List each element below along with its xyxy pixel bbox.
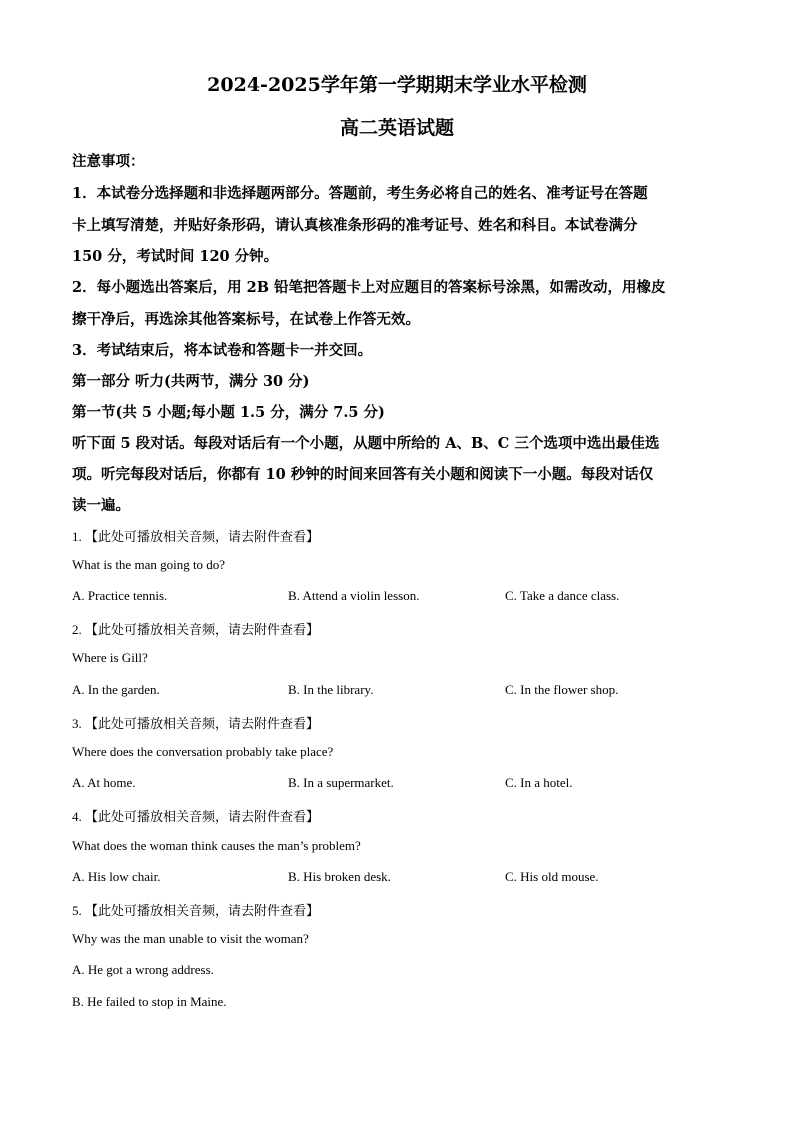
notice-line: 3．考试结束后，将本试卷和答题卡一并交回。 [72, 342, 373, 359]
exam-title: 2024-2025学年第一学期期末学业水平检测 [207, 74, 587, 96]
option-a: A. At home. [72, 775, 136, 790]
question-text: Where does the conversation probably take place? [72, 744, 334, 759]
instruction-line: 读一遍。 [72, 497, 130, 514]
option-c: C. In the flower shop. [505, 682, 619, 697]
exam-subtitle: 高二英语试题 [339, 117, 454, 139]
audio-placeholder[interactable]: 5. 【此处可播放相关音频，请去附件查看】 [72, 903, 320, 918]
notice-line: 擦干净后，再选涂其他答案标号，在试卷上作答无效。 [72, 311, 420, 328]
option-c: C. His old mouse. [505, 869, 599, 884]
notice-line: 1．本试卷分选择题和非选择题两部分。答题前，考生务必将自己的姓名、准考证号在答题 [72, 185, 648, 202]
option-c: C. In a hotel. [505, 775, 573, 790]
option-a: A. He got a wrong address. [72, 962, 214, 977]
question-text: Where is Gill? [72, 650, 148, 665]
option-a: A. Practice tennis. [72, 588, 168, 603]
instruction-line: 项。听完每段对话后，你都有 10 秒钟的时间来回答有关小题和阅读下一小题。每段对话仅 [72, 466, 654, 483]
audio-placeholder[interactable]: 2. 【此处可播放相关音频，请去附件查看】 [72, 622, 320, 637]
notice-line: 2．每小题选出答案后，用 2B 铅笔把答题卡上对应题目的答案标号涂黑，如需改动，用橡皮 [72, 279, 666, 296]
notice-heading: 注意事项： [72, 153, 145, 170]
audio-placeholder[interactable]: 4. 【此处可播放相关音频，请去附件查看】 [72, 809, 320, 824]
question-text: What does the woman think causes the man’s problem? [72, 838, 361, 853]
option-b: B. In a supermarket. [288, 775, 394, 790]
part1-heading: 第一部分 听力(共两节，满分 30 分) [72, 373, 310, 390]
question-text: What is the man going to do? [72, 557, 226, 572]
option-a: A. His low chair. [72, 869, 161, 884]
option-b: B. He failed to stop in Maine. [72, 994, 227, 1009]
audio-placeholder[interactable]: 3. 【此处可播放相关音频，请去附件查看】 [72, 716, 320, 731]
option-b: B. His broken desk. [288, 869, 391, 884]
notice-line: 150 分，考试时间 120 分钟。 [72, 248, 279, 265]
option-b: B. Attend a violin lesson. [288, 588, 420, 603]
option-c: C. Take a dance class. [505, 588, 620, 603]
instruction-line: 听下面 5 段对话。每段对话后有一个小题，从题中所给的 A、B、C 三个选项中选出最佳选 [72, 435, 660, 452]
notice-line: 卡上填写清楚，并贴好条形码，请认真核准条形码的准考证号、姓名和科目。本试卷满分 [72, 217, 638, 234]
section1-heading: 第一节(共 5 小题;每小题 1.5 分，满分 7.5 分) [72, 404, 385, 421]
audio-placeholder[interactable]: 1. 【此处可播放相关音频，请去附件查看】 [72, 529, 320, 544]
option-a: A. In the garden. [72, 682, 160, 697]
question-text: Why was the man unable to visit the woman? [72, 931, 309, 946]
option-b: B. In the library. [288, 682, 374, 697]
